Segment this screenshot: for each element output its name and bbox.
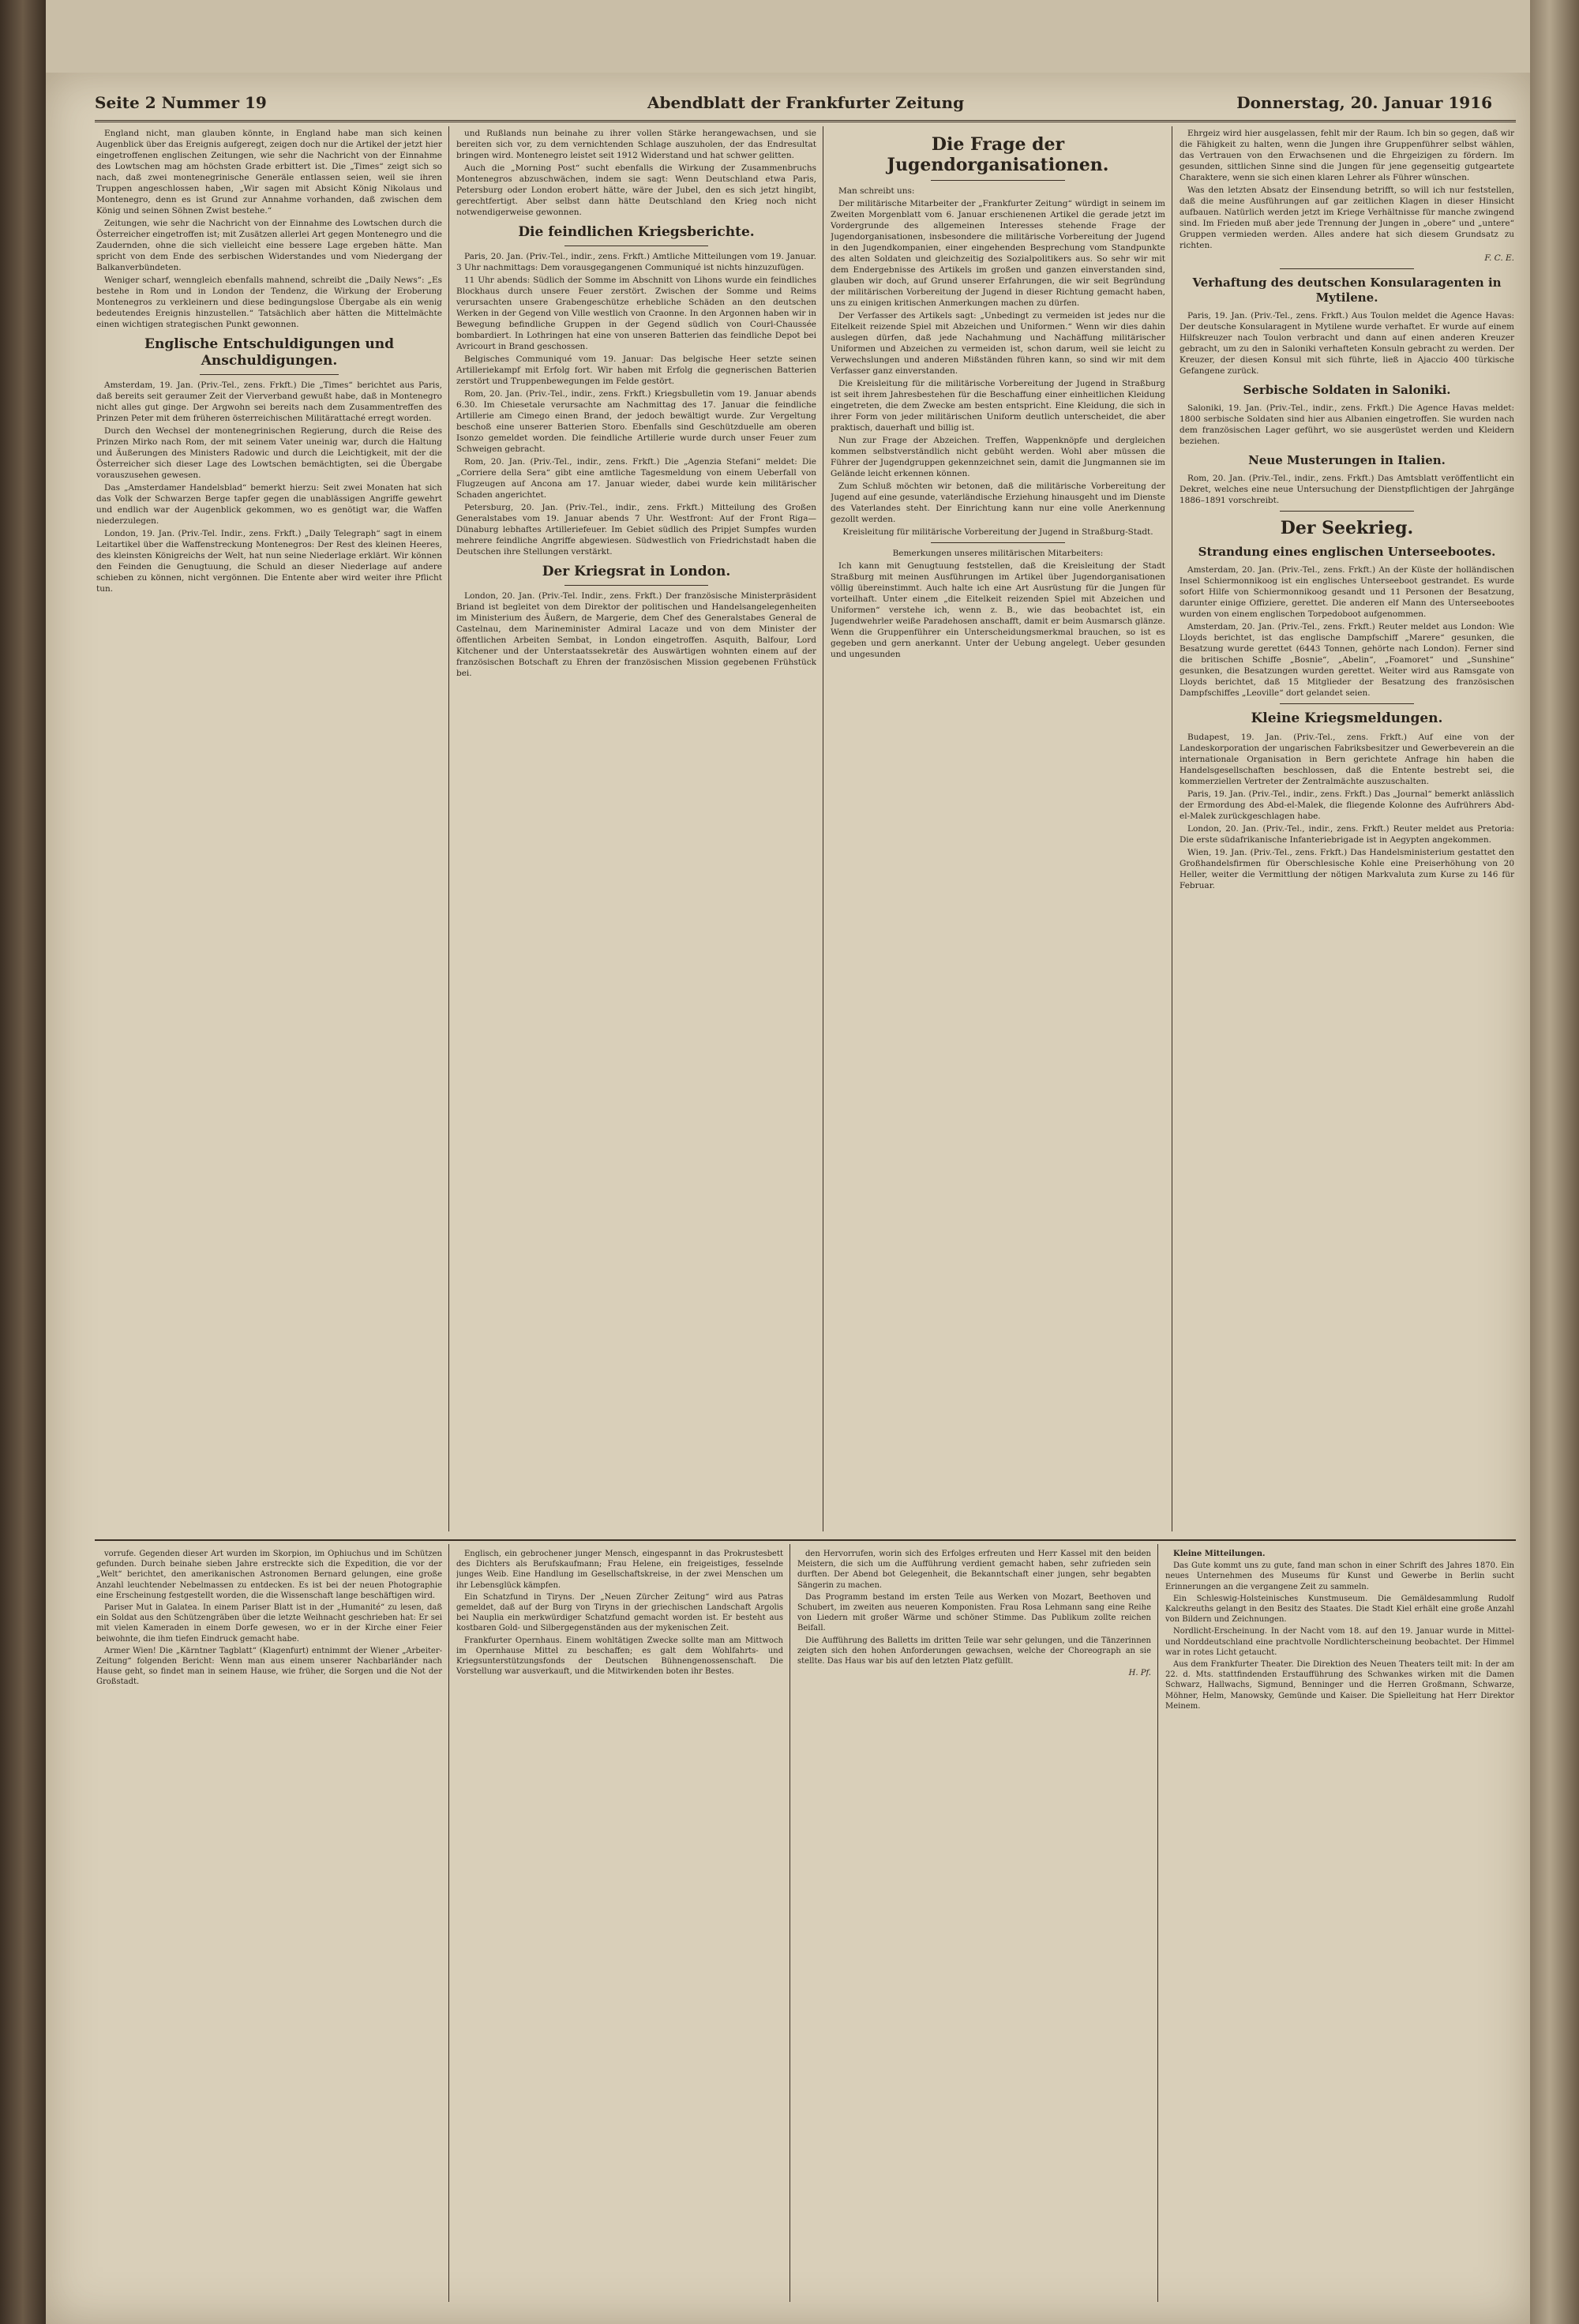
feuilleton-column-1 <box>96 1549 442 2299</box>
article-paragraph: Ich kann mit Genugtuung feststellen, daß die Kreisleitung der Stadt Straßburg mit meinen Ausführungen im Artikel über Jugendorganisationen völlig übereinstimmt. Auch halte ich eine Art Ausrüstung für die Jungen für vorteilhaft. Unter einem „die Eitelkeit reizenden Spiel mit Abzeichen und Uniformen“ verstehe ich, wenn z. B., wie das beobachtet ist, ein Jugendwehrler weiße Paradehosen anschafft, damit er beim Ausmarsch glänze. Wenn die Gruppenführer ein Unterscheidungsmerkmal brauchen, so ist es gegeben und gern anerkannt. Unter der Uebung angelegt. Ueber gesunden und ungesunden <box>831 561 1165 659</box>
headline-seekrieg: Der Seekrieg. <box>1280 518 1414 538</box>
article-paragraph: Durch den Wechsel der montenegrinischen Regierung, durch die Reise des Prinzen Mirko nach Rom, der mit seinem Vater uneinig war, durch die Haltung und Äußerungen des Ministers Radowic und durch die Leichtigkeit, mit der die Österreicher sich dieser Lage des Lowtschen bemächtigten, sei die Übergabe vorauszusehen gewesen. <box>96 426 442 480</box>
headline-rule <box>564 585 708 586</box>
article-lead: Man schreibt uns: <box>838 186 915 196</box>
article-paragraph: Rom, 20. Jan. (Priv.-Tel., indir., zens. Frkft.) Kriegsbulletin vom 19. Januar abends 6.30. Im Chiesetale verursachte am Nachmittag des 17. Januar die feindliche Artillerie am Cimego einen Brand, der jedoch bewältigt wurde. Zur Vergeltung beschoß eine unserer Batterien Storo. Ebenfalls sind Geschützduelle am oberen Isonzo gemeldet worden. Die feindliche Artillerie wurde durch unser Feuer zum Schweigen gebracht. <box>456 389 816 454</box>
article-paragraph: Das Gute kommt uns zu gute, fand man schon in einer Schrift des Jahres 1870. Ein neues Unternehmen des Museums für Kunst und Gewerbe in Berlin sucht Erinnerungen an die vergangene Zeit zu sammeln. <box>1165 1561 1514 1591</box>
article-paragraph: Rom, 20. Jan. (Priv.-Tel., indir., zens. Frkft.) Die „Agenzia Stefani“ meldet: Die „Corriere della Sera“ gibt eine amtliche Tagesmeldung von einem Ueberfall von Flugzeugen auf Ancona am 17. Januar wieder, dabei wurde kein militärischer Schaden angerichtet. <box>456 457 816 500</box>
running-head <box>95 88 1516 122</box>
section-rule <box>1280 703 1414 704</box>
article-signature: F. C. E. <box>1484 253 1514 263</box>
note-heading: Bemerkungen unseres militärischen Mitarbeiters: <box>892 549 1104 558</box>
feuilleton-column-4 <box>1165 1549 1514 2299</box>
section-rule <box>1280 511 1414 512</box>
column-1 <box>96 128 442 1533</box>
article-paragraph: Die Aufführung des Balletts im dritten Teile war sehr gelungen, und die Tänzerinnen zeigten sich den hohen Anforderungen gewachsen, welche der Choreograph an sie stellte. Das Haus war bis auf den letzten Platz gefüllt. <box>797 1636 1151 1666</box>
feuilleton-rule <box>95 1539 1516 1541</box>
article-paragraph: Paris, 20. Jan. (Priv.-Tel., indir., zens. Frkft.) Amtliche Mitteilungen vom 19. Januar. 3 Uhr nachmittags: Dem vorausgegangenen Communiqué ist nichts hinzuzufügen. <box>456 252 816 272</box>
headline-englische: Englische Entschuldigungen und Anschuldigungen. <box>144 336 394 369</box>
article-paragraph: Das „Amsterdamer Handelsblad“ bemerkt hierzu: Seit zwei Monaten hat sich das Volk der Schwarzen Berge tapfer gegen die unablässigen Angriffe gewehrt und endlich war der Augenblick gekommen, wo es genötigt war, die Waffen niederzulegen. <box>96 483 442 526</box>
section-rule <box>931 542 1065 543</box>
column-rule <box>1157 1544 1158 2302</box>
masthead: Abendblatt der Frankfurter Zeitung <box>647 93 965 112</box>
article-paragraph: Belgisches Communiqué vom 19. Januar: Das belgische Heer setzte seinen Artilleriekampf mit Erfolg fort. Wir haben mit Erfolg die gegnerischen Batterien zerstört und Truppenbewegungen im Felde gestört. <box>456 354 816 386</box>
headline-serbische-soldaten: Serbische Soldaten in Saloniki. <box>1243 383 1451 397</box>
article-paragraph: Auch die „Morning Post“ sucht ebenfalls die Wirkung der Zusammenbruchs Montenegros abzuschwächen, indem sie sagt: Wenn Deutschland etwa Paris, Petersburg oder London erobert hätte, wäre der Jubel, den es sich jetzt hingibt, gerechtfertigt. Aber selbst dann hätte Deutschland den Krieg noch nicht notwendigerweise gewonnen. <box>456 163 816 217</box>
book-spine <box>0 0 46 2324</box>
article-paragraph: Rom, 20. Jan. (Priv.-Tel., indir., zens. Frkft.) Das Amtsblatt veröffentlicht ein Dekret, welches eine neue Untersuchung der Dienstpflichtigen der Jahrgänge 1886–1891 vorschreibt. <box>1180 474 1514 505</box>
feuilleton-column-3 <box>797 1549 1151 2299</box>
article-paragraph: Weniger scharf, wenngleich ebenfalls mahnend, schreibt die „Daily News“: „Es bestehe in Rom und in London der Tendenz, die Wirkung der Eroberung Montenegros zu verkleinern und diese bedingungslose Übergabe als ein wenig bedeutendes Ereignis hinzustellen.“ Tatsächlich aber hätten die Mittelmächte einen wichtigen strategischen Punkt gewonnen. <box>96 276 442 329</box>
headline-kriegsrat: Der Kriegsrat in London. <box>542 564 731 579</box>
article-paragraph: Was den letzten Absatz der Einsendung betrifft, so will ich nur feststellen, daß die meine Ausführungen auf gar zeitlichen Klagen in dieser Hinsicht aufbauen. Natürlich werden jetzt im Kriege Verhältnisse für manche zwingend sind. Im Frieden muß aber jede Trennung der Jungen in „obere“ und „untere“ Gruppen vermieden werden. Alles andere hat sich diesem Grundsatz zu richten. <box>1180 186 1514 250</box>
article-paragraph: 11 Uhr abends: Südlich der Somme im Abschnitt von Lihons wurde ein feindliches Blockhaus durch unsere Feuer zerstört. Zwischen der Somme und Reims verursachten unsere Grabengeschütze erhebliche Schäden an den deutschen Werken in der Gegend von Ville westlich von Craonne. In den Argonnen haben wir in Bewegung befindliche Gruppen in der Gegend südlich von Courl-Chaussée bombardiert. In Lothringen hat eine von unseren Batterien das feindliche Depot bei Avricourt in Brand geschossen. <box>456 276 816 351</box>
article-paragraph: Saloniki, 19. Jan. (Priv.-Tel., indir., zens. Frkft.) Die Agence Havas meldet: 1800 serbische Soldaten sind hier aus Albanien eingetroffen. Sie wurden nach dem französischen Lager geführt, wo sie ausgerüstet werden und Kleidern beziehen. <box>1180 403 1514 446</box>
article-signature: Kreisleitung für militärische Vorbereitung der Jugend in Straßburg-Stadt. <box>842 527 1153 537</box>
article-paragraph: Pariser Mut in Galatea. In einem Pariser Blatt ist in der „Humanité“ zu lesen, daß ein Soldat aus den Schützengräben über die letzte Weihnacht geschrieben hat: Er sei mit vielen Kameraden in einem Dorfe gewesen, wo er in der Kirche einer Feier beiwohnte, die ihm tiefen Eindruck gemacht habe. <box>96 1603 442 1644</box>
article-paragraph: Amsterdam, 20. Jan. (Priv.-Tel., zens. Frkft.) Reuter meldet aus London: Wie Lloyds berichtet, ist das englische Dampfschiff „Marere“ gesunken, die Besatzung wurde gerettet (6443 Tonnen, gehörte nach London). Ferner sind die britischen Schiffe „Bosnie“, „Abelin“, „Foamoret“ und „Sunshine“ gesunken, die Besatzungen wurden gerettet. Weiter wird aus Ramsgate von Lloyds berichtet, daß 15 Mitglieder der Besatzung des französischen Dampfschiffes „Leoville“ dort gelandet seien. <box>1180 622 1514 698</box>
headline-jugendorganisationen: Die Frage der Jugendorganisationen. <box>887 134 1109 175</box>
feuilleton-column-2 <box>456 1549 783 2299</box>
article-paragraph: und Rußlands nun beinahe zu ihrer vollen Stärke herangewachsen, und sie bereiten sich vor, zu dem vernichtenden Schlage auszuholen, der das Endresultat bringen wird. Montenegro leistet seit 1912 Widerstand und hat schwer gelitten. <box>456 129 816 160</box>
column-rule <box>448 1544 449 2302</box>
article-paragraph: vorrufe. Gegenden dieser Art wurden im Skorpion, im Ophiuchus und im Schützen gefunden. Durch beinahe sieben Jahre erstreckte sich die Expedition, die vor der „Welt“ berichtet, den amerikanischen Astronomen Bernard gelungen, eine große Anzahl leuchtender Nebelmassen zu entdecken. Es ist bei der neuen Photographie eine Erscheinung festgestellt worden, die die Wissenschaft lange beschäftigen wird. <box>96 1550 442 1600</box>
article-paragraph: Nun zur Frage der Abzeichen. Treffen, Wappenknöpfe und dergleichen kommen selbstverständlich nicht gebüht werden. Wohl aber müssen die Führer der Jugendgruppen gekennzeichnet sein, damit die Jungmannen sie im Gelände leicht erkennen können. <box>831 436 1165 478</box>
headline-rule <box>200 374 338 375</box>
column-2 <box>456 128 816 1533</box>
headline-feindliche-kriegsberichte: Die feindlichen Kriegsberichte. <box>518 224 755 240</box>
article-paragraph: Die Kreisleitung für die militärische Vorbereitung der Jugend in Straßburg ist seit ihrem Jahresbestehen für die Beschaffung einer einheitlichen Kleidung eingetreten, die dem Zwecke am besten entspricht. Eine Kleidung, die sich in ihrer Form von jeder militärischen Uniform deutlich unterscheidet, die aber praktisch, dauerhaft und billig ist. <box>831 379 1165 433</box>
article-signature: H. Pf. <box>1128 1669 1151 1678</box>
article-paragraph: Aus dem Frankfurter Theater. Die Direktion des Neuen Theaters teilt mit: In der am 22. d. Mts. stattfindenden Erstaufführung des Schwankes wirken mit die Damen Schwarz, Hallwachs, Sigmund, Benninger und die Herren Großmann, Schwarze, Möhner, Helm, Manowsky, Gemünde und Kaiser. Die Spielleitung hat Herr Direktor Meinem. <box>1165 1660 1514 1711</box>
article-paragraph: Paris, 19. Jan. (Priv.-Tel., zens. Frkft.) Aus Toulon meldet die Agence Havas: Der deutsche Konsularagent in Mytilene wurde verhaftet. Er wurde auf einem Hilfskreuzer nach Toulon verbracht und dann auf einen anderen Kreuzer gebracht, um zu den in Saloniki verhafteten Konsuln gebracht zu werden. Der Kreuzer, der diesen Konsul mit sich führte, ließ in Ajaccio 400 türkische Gefangene zurück. <box>1180 311 1514 376</box>
article-paragraph: London, 20. Jan. (Priv.-Tel. Indir., zens. Frkft.) Der französische Ministerpräsident Briand ist begleitet von dem Direktor der politischen und Handelsangelegenheiten im Ministerium des Äußern, de Margerie, dem Chef des Generalstabes General de Castelnau, dem Marineminister Admiral Lacaze und von dem Minister der öffentlichen Arbeiten Sembat, in London eingetroffen. Asquith, Balfour, Lord Kitchener und der Unterstaatssekretär des Auswärtigen wohnten einem auf der französischen Botschaft zu Ehren der französischen Mission gegebenen Frühstück bei. <box>456 591 816 678</box>
top-margin <box>46 0 1530 73</box>
column-rule <box>448 126 449 1531</box>
headline-kleine-kriegsmeldungen: Kleine Kriegsmeldungen. <box>1251 710 1443 726</box>
article-paragraph: Budapest, 19. Jan. (Priv.-Tel., zens. Frkft.) Auf eine von der Landeskorporation der ungarischen Fabriksbesitzer und Gewerbeverein an die internationale Organisation in Bern gerichtete Anfrage hin haben die Handelsgesellschaften beschlossen, daß die Entente bestrebt sei, die kommerziellen Vertreter der Zentralmächte auszuschalten. <box>1180 733 1514 786</box>
article-paragraph: Zeitungen, wie sehr die Nachricht von der Einnahme des Lowtschen durch die Österreicher eingetroffen ist; mit Zusätzen allerlei Art gegen Montenegro und die Zaudernden, ohne die sich vielleicht eine bessere Lage ergeben hätte. Man spricht von dem Ende des serbischen Widerstandes und vom Niedergang der Balkanverbündeten. <box>96 219 442 272</box>
article-paragraph: Petersburg, 20. Jan. (Priv.-Tel., indir., zens. Frkft.) Mitteilung des Großen Generalstabes vom 19. Januar abends 7 Uhr. Westfront: Auf der Front Riga—Dünaburg lebhaftes Artilleriefeuer. Im Gebiet südlich des Pripjet Sumpfes wurden mehrere feindliche Angriffe abgewiesen. Südwestlich von Friedrichstadt haben die Deutschen ihre Stellungen verstärkt. <box>456 503 816 557</box>
article-paragraph: London, 19. Jan. (Priv.-Tel. Indir., zens. Frkft.) „Daily Telegraph“ sagt in einem Leitartikel über die Waffenstreckung Montenegros: Der Rest des kleinen Heeres, des kleinsten Königreichs der Welt, hat nun seine Niederlage erklärt. Wir können den Feinden die Genugtuung, die Schuld an dieser Niederlage auf andere schieben zu können, nicht vergönnen. Die Entente aber wird weiter ihre Pflicht tun. <box>96 529 442 594</box>
article-paragraph: Nordlicht-Erscheinung. In der Nacht vom 18. auf den 19. Januar wurde in Mittel- und Norddeutschland eine prachtvolle Nordlichterscheinung beobachtet. Der Himmel war in rotes Licht getaucht. <box>1165 1627 1514 1657</box>
article-paragraph: Paris, 19. Jan. (Priv.-Tel., indir., zens. Frkft.) Das „Journal“ bemerkt anlässlich der Ermordung des Abd-el-Malek, die fliegende Kolonne des Aufrührers Abd-el-Malek zurückgeschlagen habe. <box>1180 789 1514 821</box>
article-paragraph: Amsterdam, 20. Jan. (Priv.-Tel., zens. Frkft.) An der Küste der holländischen Insel Schiermonnikoog ist ein englisches Unterseeboot gestrandet. Es wurde sofort Hilfe von Schiermonnikoog gesandt und 11 Personen der Besatzung, darunter einige Offiziere, gerettet. Die anderen elf Mann des Unterseebootes wurden von einem englischen Torpedoboot aufgenommen. <box>1180 565 1514 619</box>
article-paragraph: England nicht, man glauben könnte, in England habe man sich keinen Augenblick über das Ereignis aufgeregt, zeigen doch nur die Artikel der jetzt hier eingetroffenen englischen Zeitungen, wie sehr die Nachricht von der Einnahme des Lowtschen mag am höchsten Grade erbittert ist. Die „Times“ zeigt sich so nach, daß zwei montenegrinische Generäle entlassen seien, weil sie ihren Truppen angeschlossen haben, „Wir sagen mit Absicht König Nikolaus und Montenegro, denn es ist Grund zur Annahme vorhanden, daß zwischen dem König und seinen Söhnen Zwist bestehe.“ <box>96 129 442 216</box>
article-paragraph: Zum Schluß möchten wir betonen, daß die militärische Vorbereitung der Jugend auf eine gesunde, vaterländische Erziehung hinausgeht und im Dienste des Vaterlandes steht. Der Einrichtung kann nur eine volle Anerkennung gezollt werden. <box>831 482 1165 524</box>
article-paragraph: Armer Wien! Die „Kärntner Tagblatt“ (Klagenfurt) entnimmt der Wiener „Arbeiter-Zeitung“ folgenden Bericht: Wenn man aus einem unserer Nachbarländer nach Hause geht, so findet man in seinem Hause, wie früher, die Sorgen und die Not der Großstadt. <box>96 1646 442 1687</box>
article-paragraph: Das Programm bestand im ersten Teile aus Werken von Mozart, Beethoven und Schubert, im zweiten aus neueren Komponisten. Frau Rosa Lehmann sang eine Reihe von Liedern mit großer Wärme und schöner Stimme. Das Publikum zollte reichen Beifall. <box>797 1592 1151 1633</box>
article-paragraph: den Hervorrufen, worin sich des Erfolges erfreuten und Herr Kassel mit den beiden Meistern, die sich um die Aufführung verdient gemacht haben, sehr zufrieden sein durften. Der Abend bot Gelegenheit, die Bekanntschaft einer jungen, sehr begabten Sängerin zu machen. <box>797 1550 1151 1590</box>
page-stack-edge <box>1530 0 1579 2324</box>
article-paragraph: Ehrgeiz wird hier ausgelassen, fehlt mir der Raum. Ich bin so gegen, daß wir die Fähigkeit zu halten, wenn die Jungen ihre Gruppenführer selbst wählen, das Vertrauen von den Erwachsenen und die Ehrgeizigen zu fördern. Im gesunden, sittlichen Sinne sind die Jungen für jene gegenseitig gutgeartete Charaktere, wenn sie sich einen klaren Lehrer als Führer wünschen. <box>1180 129 1514 182</box>
article-paragraph: Ein Schatzfund in Tiryns. Der „Neuen Zürcher Zeitung“ wird aus Patras gemeldet, daß auf der Burg von Tiryns in der griechischen Landschaft Argolis bei Nauplia ein merkwürdiger Schatzfund gemacht worden ist. Er besteht aus kostbaren Gold- und Silbergegenständen aus der mykenischen Zeit. <box>456 1592 783 1633</box>
headline-verhaftung: Verhaftung des deutschen Konsularagenten in Mytilene. <box>1192 276 1502 305</box>
date-line: Donnerstag, 20. Januar 1916 <box>1236 93 1492 112</box>
column-4 <box>1180 128 1514 1533</box>
feuilleton-heading: Kleine Mitteilungen. <box>1173 1550 1266 1558</box>
column-3 <box>831 128 1165 1533</box>
section-rule <box>1280 268 1414 269</box>
article-paragraph: Ein Schleswig-Holsteinisches Kunstmuseum. Die Gemäldesammlung Rudolf Kalckreuths gelangt in den Besitz des Staates. Die Stadt Kiel erhält eine große Anzahl von Bildern und Zeichnungen. <box>1165 1594 1514 1625</box>
article-paragraph: London, 20. Jan. (Priv.-Tel., indir., zens. Frkft.) Reuter meldet aus Pretoria: Die erste südafrikanische Infanteriebrigade ist in Aegypten angekommen. <box>1180 824 1514 845</box>
article-paragraph: Der militärische Mitarbeiter der „Frankfurter Zeitung“ würdigt in seinem im Zweiten Morgenblatt vom 6. Januar erschienenen Artikel die gerade jetzt im Vordergrunde des allgemeinen Interesses stehende Frage der Jugendorganisationen, insbesondere die militärische Vorbereitung der Jugend in den Jugendkompanien, einer eingehenden Besprechung vom Standpunkte des alten Soldaten und gleichzeitig des Sozialpolitikers aus. So sehr wir mit dem Endergebnisse des Artikels im großen und ganzen einverstanden sind, glauben wir doch, auf Grund unserer Erfahrungen, die wir seit Begründung der militärischen Vorbereitung der Jugend in dieser Richtung gemacht haben, uns zu einigen kritischen Anmerkungen machen zu dürfen. <box>831 199 1165 308</box>
article-paragraph: Englisch, ein gebrochener junger Mensch, eingespannt in das Prokrustesbett des Dichters als Berufskaufmann; Frau Helene, ein freigeistiges, fesselnde junges Weib. Eine Handlung im Gesellschaftskreise, in der zwei Menschen um ihr Lebensglück kämpfen. <box>456 1550 783 1590</box>
headline-musterungen: Neue Musterungen in Italien. <box>1248 453 1446 467</box>
headline-strandung: Strandung eines englischen Unterseebootes. <box>1198 545 1496 559</box>
headline-rule <box>931 180 1065 181</box>
article-paragraph: Amsterdam, 19. Jan. (Priv.-Tel., zens. Frkft.) Die „Times“ berichtet aus Paris, daß bereits seit geraumer Zeit der Vierverband gewußt habe, daß in Montenegro nicht alles gut ginge. Der Argwohn sei bereits nach dem Zusammentreffen des Prinzen Peter mit dem früheren österreichischen Militärattaché erregt worden. <box>96 380 442 423</box>
article-paragraph: Der Verfasser des Artikels sagt: „Unbedingt zu vermeiden ist jedes nur die Eitelkeit reizende Spiel mit Abzeichen und Uniformen.“ Wenn wir dies dahin auslegen dürfen, daß jede Nachahmung und Nachäffung militärischer Uniformen und Abzeichen zu vermeiden ist, schon darum, weil sie leicht zu Verwechslungen und anderen Mißständen führen kann, so sind wir mit dem Verfasser ganz einverstanden. <box>831 311 1165 376</box>
article-paragraph: Wien, 19. Jan. (Priv.-Tel., zens. Frkft.) Das Handelsministerium gestattet den Großhandelsfirmen für Oberschlesische Kohle eine Preiserhöhung von 20 Heller, weiter die Vermittlung der nötigen Markvaluta zum Kurse zu 146 für Februar. <box>1180 848 1514 890</box>
article-paragraph: Frankfurter Opernhaus. Einem wohltätigen Zwecke sollte man am Mittwoch im Opernhause Mittel zu beschaffen; es galt dem Wohlfahrts- und Kriegsunterstützungsfonds der Deutschen Bühnengenossenschaft. Die Vorstellung war ausverkauft, und die Mitwirkenden boten ihr Bestes. <box>456 1636 783 1677</box>
page-number: Seite 2 Nummer 19 <box>95 93 267 112</box>
